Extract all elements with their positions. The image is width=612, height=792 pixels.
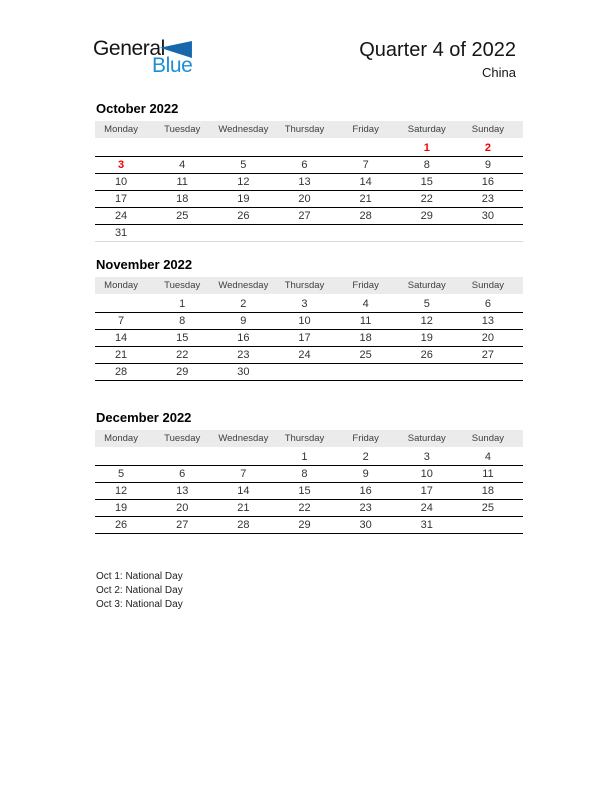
day-cell: 6 (278, 157, 339, 174)
day-cell: 13 (278, 174, 339, 191)
holiday-notes (96, 570, 183, 612)
day-cell: 19 (95, 500, 156, 517)
weekday-header-row (95, 430, 523, 448)
week-row (95, 347, 523, 364)
day-cell: 29 (278, 517, 339, 534)
day-cell: 11 (462, 466, 523, 483)
day-cell: 21 (95, 347, 156, 364)
day-cell: 31 (401, 517, 462, 534)
day-cell: 23 (217, 347, 278, 364)
day-cell: 21 (217, 500, 278, 517)
month-section-december (95, 410, 523, 534)
document-header (359, 38, 516, 81)
week-row (95, 191, 523, 208)
empty-day-cell (278, 364, 339, 381)
day-cell: 27 (156, 517, 217, 534)
empty-day-cell (278, 225, 339, 242)
week-row (95, 313, 523, 330)
empty-day-cell (340, 225, 401, 242)
day-cell: 25 (462, 500, 523, 517)
logo-text-blue: Blue (152, 54, 193, 77)
day-cell: 21 (340, 191, 401, 208)
weekday-header: Friday (340, 277, 401, 295)
weekday-header: Monday (95, 277, 156, 295)
day-cell: 24 (95, 208, 156, 225)
day-cell: 14 (340, 174, 401, 191)
day-cell: 18 (156, 191, 217, 208)
day-cell: 18 (462, 483, 523, 500)
weekday-header: Saturday (401, 121, 462, 139)
empty-day-cell (156, 225, 217, 242)
weekday-header: Thursday (278, 277, 339, 295)
day-cell: 11 (156, 174, 217, 191)
day-cell: 16 (340, 483, 401, 500)
day-cell: 29 (156, 364, 217, 381)
day-cell: 4 (156, 157, 217, 174)
empty-day-cell (217, 448, 278, 466)
day-cell: 9 (340, 466, 401, 483)
day-cell: 17 (278, 330, 339, 347)
day-cell: 2 (340, 448, 401, 466)
day-cell: 13 (156, 483, 217, 500)
day-cell: 9 (462, 157, 523, 174)
day-cell: 20 (156, 500, 217, 517)
day-cell: 5 (95, 466, 156, 483)
day-cell: 24 (401, 500, 462, 517)
day-cell: 10 (401, 466, 462, 483)
day-cell: 2 (217, 295, 278, 313)
day-cell: 20 (462, 330, 523, 347)
day-cell: 1 (401, 139, 462, 157)
day-cell: 15 (401, 174, 462, 191)
day-cell: 2 (462, 139, 523, 157)
day-cell: 9 (217, 313, 278, 330)
day-cell: 15 (156, 330, 217, 347)
day-cell: 8 (401, 157, 462, 174)
empty-day-cell (462, 225, 523, 242)
week-row (95, 448, 523, 466)
day-cell: 27 (462, 347, 523, 364)
weekday-header: Friday (340, 430, 401, 448)
day-cell: 30 (217, 364, 278, 381)
weekday-header: Tuesday (156, 430, 217, 448)
day-cell: 26 (217, 208, 278, 225)
calendar-table (95, 430, 523, 534)
week-row (95, 174, 523, 191)
week-row (95, 208, 523, 225)
empty-day-cell (462, 364, 523, 381)
calendar-table (95, 277, 523, 381)
day-cell: 18 (340, 330, 401, 347)
day-cell: 27 (278, 208, 339, 225)
month-title: December 2022 (96, 410, 192, 425)
empty-day-cell (95, 139, 156, 157)
month-title: November 2022 (96, 257, 193, 272)
day-cell: 10 (278, 313, 339, 330)
day-cell: 14 (217, 483, 278, 500)
empty-day-cell (340, 364, 401, 381)
day-cell: 3 (401, 448, 462, 466)
weekday-header: Saturday (401, 430, 462, 448)
week-row (95, 364, 523, 381)
day-cell: 13 (462, 313, 523, 330)
weekday-header: Thursday (278, 121, 339, 139)
day-cell: 30 (462, 208, 523, 225)
day-cell: 12 (217, 174, 278, 191)
empty-day-cell (278, 139, 339, 157)
day-cell: 28 (95, 364, 156, 381)
weekday-header: Friday (340, 121, 401, 139)
day-cell: 17 (401, 483, 462, 500)
weekday-header: Wednesday (217, 277, 278, 295)
day-cell: 22 (156, 347, 217, 364)
empty-day-cell (95, 448, 156, 466)
weekday-header: Wednesday (217, 121, 278, 139)
day-cell: 26 (401, 347, 462, 364)
weekday-header-row (95, 277, 523, 295)
day-cell: 6 (462, 295, 523, 313)
day-cell: 19 (217, 191, 278, 208)
weekday-header: Wednesday (217, 430, 278, 448)
day-cell: 5 (217, 157, 278, 174)
day-cell: 1 (156, 295, 217, 313)
empty-day-cell (95, 295, 156, 313)
empty-day-cell (462, 517, 523, 534)
day-cell: 6 (156, 466, 217, 483)
day-cell: 12 (95, 483, 156, 500)
holiday-note: Oct 2: National Day (96, 585, 183, 596)
day-cell: 31 (95, 225, 156, 242)
day-cell: 14 (95, 330, 156, 347)
empty-day-cell (401, 364, 462, 381)
day-cell: 28 (340, 208, 401, 225)
month-title: October 2022 (96, 101, 179, 116)
day-cell: 15 (278, 483, 339, 500)
week-row (95, 295, 523, 313)
day-cell: 3 (95, 157, 156, 174)
empty-day-cell (217, 225, 278, 242)
week-row (95, 483, 523, 500)
day-cell: 8 (156, 313, 217, 330)
week-row (95, 157, 523, 174)
day-cell: 26 (95, 517, 156, 534)
day-cell: 5 (401, 295, 462, 313)
day-cell: 25 (156, 208, 217, 225)
empty-day-cell (217, 139, 278, 157)
weekday-header-row (95, 121, 523, 139)
day-cell: 1 (278, 448, 339, 466)
day-cell: 10 (95, 174, 156, 191)
day-cell: 4 (340, 295, 401, 313)
weekday-header: Monday (95, 430, 156, 448)
day-cell: 8 (278, 466, 339, 483)
day-cell: 29 (401, 208, 462, 225)
empty-day-cell (156, 139, 217, 157)
weekday-header: Sunday (462, 277, 523, 295)
logo-text-general: General (93, 37, 165, 60)
calendar-table (95, 121, 523, 242)
week-row (95, 225, 523, 242)
week-row (95, 139, 523, 157)
day-cell: 22 (401, 191, 462, 208)
day-cell: 25 (340, 347, 401, 364)
empty-day-cell (340, 139, 401, 157)
weekday-header: Saturday (401, 277, 462, 295)
weekday-header: Sunday (462, 121, 523, 139)
general-blue-logo (93, 37, 193, 77)
day-cell: 23 (462, 191, 523, 208)
day-cell: 23 (340, 500, 401, 517)
day-cell: 19 (401, 330, 462, 347)
week-row (95, 500, 523, 517)
holiday-note: Oct 3: National Day (96, 599, 183, 610)
day-cell: 20 (278, 191, 339, 208)
day-cell: 7 (95, 313, 156, 330)
day-cell: 7 (340, 157, 401, 174)
week-row (95, 466, 523, 483)
week-row (95, 517, 523, 534)
day-cell: 7 (217, 466, 278, 483)
day-cell: 3 (278, 295, 339, 313)
day-cell: 22 (278, 500, 339, 517)
day-cell: 11 (340, 313, 401, 330)
page-subtitle: China (482, 65, 516, 80)
empty-day-cell (156, 448, 217, 466)
day-cell: 24 (278, 347, 339, 364)
week-row (95, 330, 523, 347)
page-title: Quarter 4 of 2022 (359, 39, 516, 61)
weekday-header: Tuesday (156, 121, 217, 139)
weekday-header: Sunday (462, 430, 523, 448)
weekday-header: Tuesday (156, 277, 217, 295)
holiday-note: Oct 1: National Day (96, 571, 183, 582)
month-section-october (95, 101, 523, 242)
day-cell: 12 (401, 313, 462, 330)
weekday-header: Monday (95, 121, 156, 139)
weekday-header: Thursday (278, 430, 339, 448)
day-cell: 30 (340, 517, 401, 534)
day-cell: 4 (462, 448, 523, 466)
month-section-november (95, 257, 523, 381)
day-cell: 17 (95, 191, 156, 208)
empty-day-cell (401, 225, 462, 242)
day-cell: 16 (462, 174, 523, 191)
day-cell: 28 (217, 517, 278, 534)
day-cell: 16 (217, 330, 278, 347)
